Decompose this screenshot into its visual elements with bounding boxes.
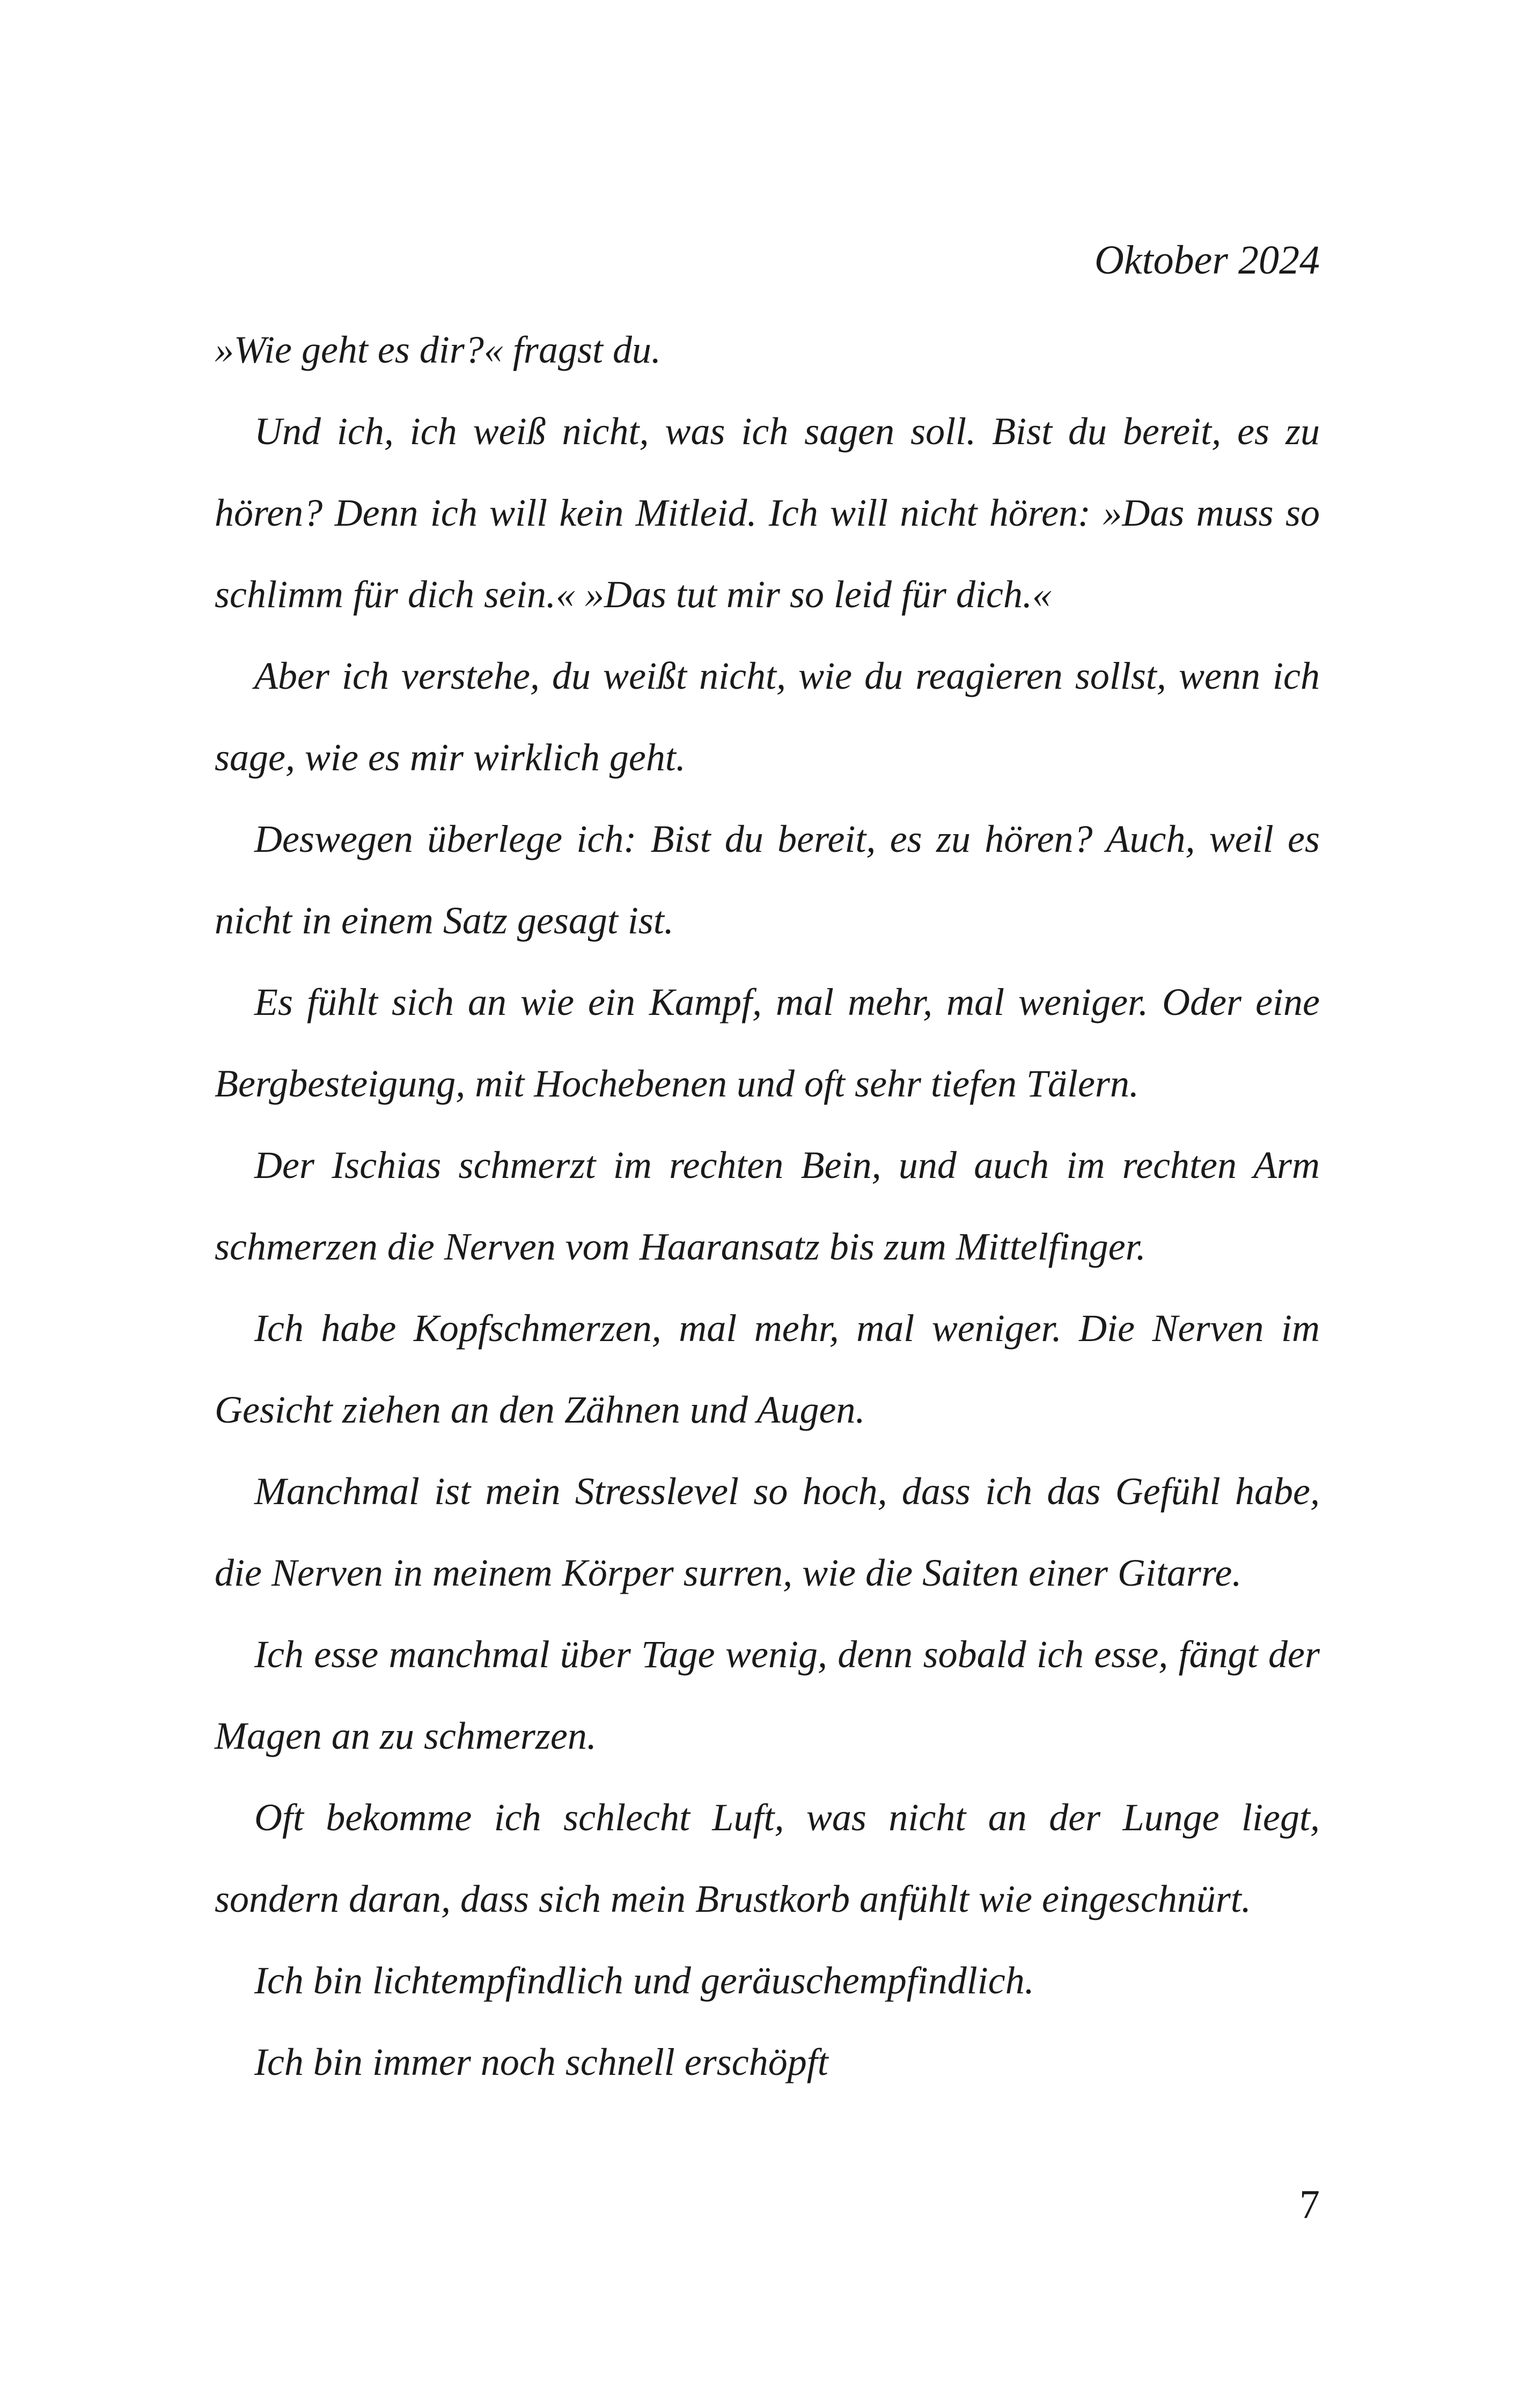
page-body [215,231,1320,2103]
paragraph: Es fühlt sich an wie ein Kampf, mal mehr, mal weniger. Oder eine Bergbesteigung, mit Hochebenen und oft sehr tiefen Tälern. [215,981,1320,1105]
page-number: 7 [1299,2182,1320,2227]
paragraph: Deswegen überlege ich: Bist du bereit, es zu hören? Auch, weil es nicht in einem Satz gesagt ist. [215,818,1320,942]
paragraph: Aber ich verstehe, du weißt nicht, wie du reagieren sollst, wenn ich sage, wie es mir wirklich geht. [215,654,1320,779]
paragraph: Ich bin immer noch schnell erschöpft [254,2041,828,2083]
paragraph: Ich habe Kopfschmerzen, mal mehr, mal weniger. Die Nerven im Gesicht ziehen an den Zähnen und Augen. [215,1307,1320,1431]
paragraph: Manchmal ist mein Stresslevel so hoch, dass ich das Gefühl habe, die Nerven in meinem Körper surren, wie die Saiten einer Gitarre. [215,1470,1320,1594]
paragraph: Oft bekomme ich schlecht Luft, was nicht an der Lunge liegt, sondern daran, dass sich mein Brustkorb anfühlt wie eingeschnürt. [215,1796,1320,1920]
paragraph: »Wie geht es dir?« fragst du. [215,328,661,371]
paragraph: Ich bin lichtempfindlich und geräuschempfindlich. [254,1959,1034,2002]
paragraph: Der Ischias schmerzt im rechten Bein, und auch im rechten Arm schmerzen die Nerven vom Haaransatz bis zum Mittelfinger. [215,1144,1320,1268]
body-text [215,309,1320,2103]
paragraph: Und ich, ich weiß nicht, was ich sagen soll. Bist du bereit, es zu hören? Denn ich will kein Mitleid. Ich will nicht hören: »Das muss so schlimm für dich sein.« »Das tut mir so leid für dich.« [215,410,1320,616]
chapter-date: Oktober 2024 [1094,238,1320,283]
paragraph: Ich esse manchmal über Tage wenig, denn sobald ich esse, fängt der Magen an zu schmerzen. [215,1633,1320,1757]
